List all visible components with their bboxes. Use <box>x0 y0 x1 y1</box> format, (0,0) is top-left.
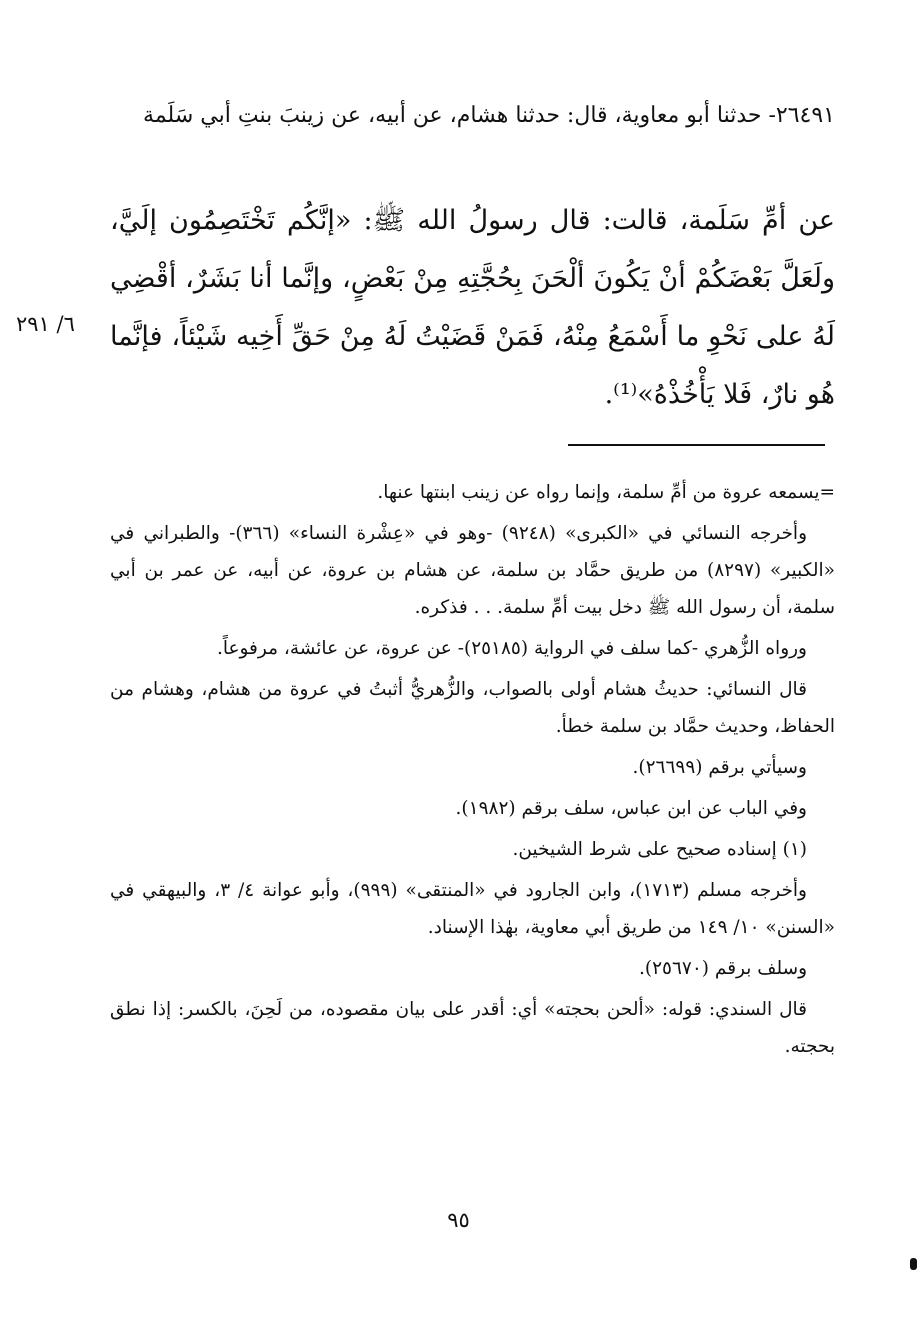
footnote-paragraph: وسلف برقم (٢٥٦٧٠). <box>639 958 807 979</box>
hadith-isnad: ٢٦٤٩١- حدثنا أبو معاوية، قال: حدثنا هشام، عن أبيه، عن زينبَ بنتِ أبي سَلَمة <box>143 103 835 128</box>
footnote-paragraph: وسيأتي برقم (٢٦٦٩٩). <box>632 757 807 778</box>
footnote-paragraph: قال السندي: قوله: «ألحن بحجته» أي: أقدر على بيان مقصوده، من لَحِنَ، بالكسر: إذا نطق بحجته. <box>110 999 835 1057</box>
footnote-paragraph: قال النسائي: حديثُ هشام أولى بالصواب، والزُّهريُّ أثبتُ في عروة من هشام، وهشام من الحفاظ، وحديث حمَّاد بن سلمة خطأ. <box>110 679 835 737</box>
footnote-paragraph: وأخرجه النسائي في «الكبرى» (٩٢٤٨) -وهو في «عِشْرة النساء» (٣٦٦)- والطبراني في «الكبير» (٨٢٩٧) من طريق حمَّاد بن سلمة، عن هشام بن عروة، عن أبيه، عن عمر بن أبي سلمة، أن رسول الله ﷺ دخل بيت أمِّ سلمة. . . فذكره. <box>110 523 835 618</box>
footnote-1: (١) إسناده صحيح على شرط الشيخين. <box>512 839 807 860</box>
hadith-matn: عن أمِّ سَلَمة، قالت: قال رسولُ الله ﷺ: «إنَّكُم تَخْتَصِمُون إلَيَّ، ولَعَلَّ بَعْضَكُمْ أنْ يَكُونَ ألْحَنَ بِحُجَّتِهِ مِنْ بَعْضٍ، وإنَّما أنا بَشَرٌ، أقْضِي لَهُ على نَحْوِ ما أَسْمَعُ مِنْهُ، فَمَنْ قَضَيْتُ لَهُ مِنْ حَقِّ أَخِيه شَيْئاً، فإنَّما هُو نارٌ، فَلا يَأْخُذْهُ»⁽¹⁾. <box>110 205 835 410</box>
footnotes <box>110 474 835 1069</box>
margin-volume-page-reference: ٦/ ٢٩١ <box>16 312 75 336</box>
footnote-continuation: =يسمعه عروة من أمِّ سلمة، وإنما رواه عن زينب ابنتها عنها. <box>377 482 835 503</box>
footnote-separator <box>568 444 825 446</box>
footnote-paragraph: ورواه الزُّهري -كما سلف في الرواية (٢٥١٨٥)- عن عروة، عن عائشة، مرفوعاً. <box>216 638 807 659</box>
footnote-paragraph: وأخرجه مسلم (١٧١٣)، وابن الجارود في «المنتقى» (٩٩٩)، وأبو عوانة ٤/ ٣، والبيهقي في «السنن» ١٠/ ١٤٩ من طريق أبي معاوية، بهٰذا الإسناد. <box>110 880 835 938</box>
scan-edge-mark <box>910 1258 917 1270</box>
footnote-paragraph: وفي الباب عن ابن عباس، سلف برقم (١٩٨٢). <box>455 798 807 819</box>
page-number: ٩٥ <box>447 1208 470 1232</box>
